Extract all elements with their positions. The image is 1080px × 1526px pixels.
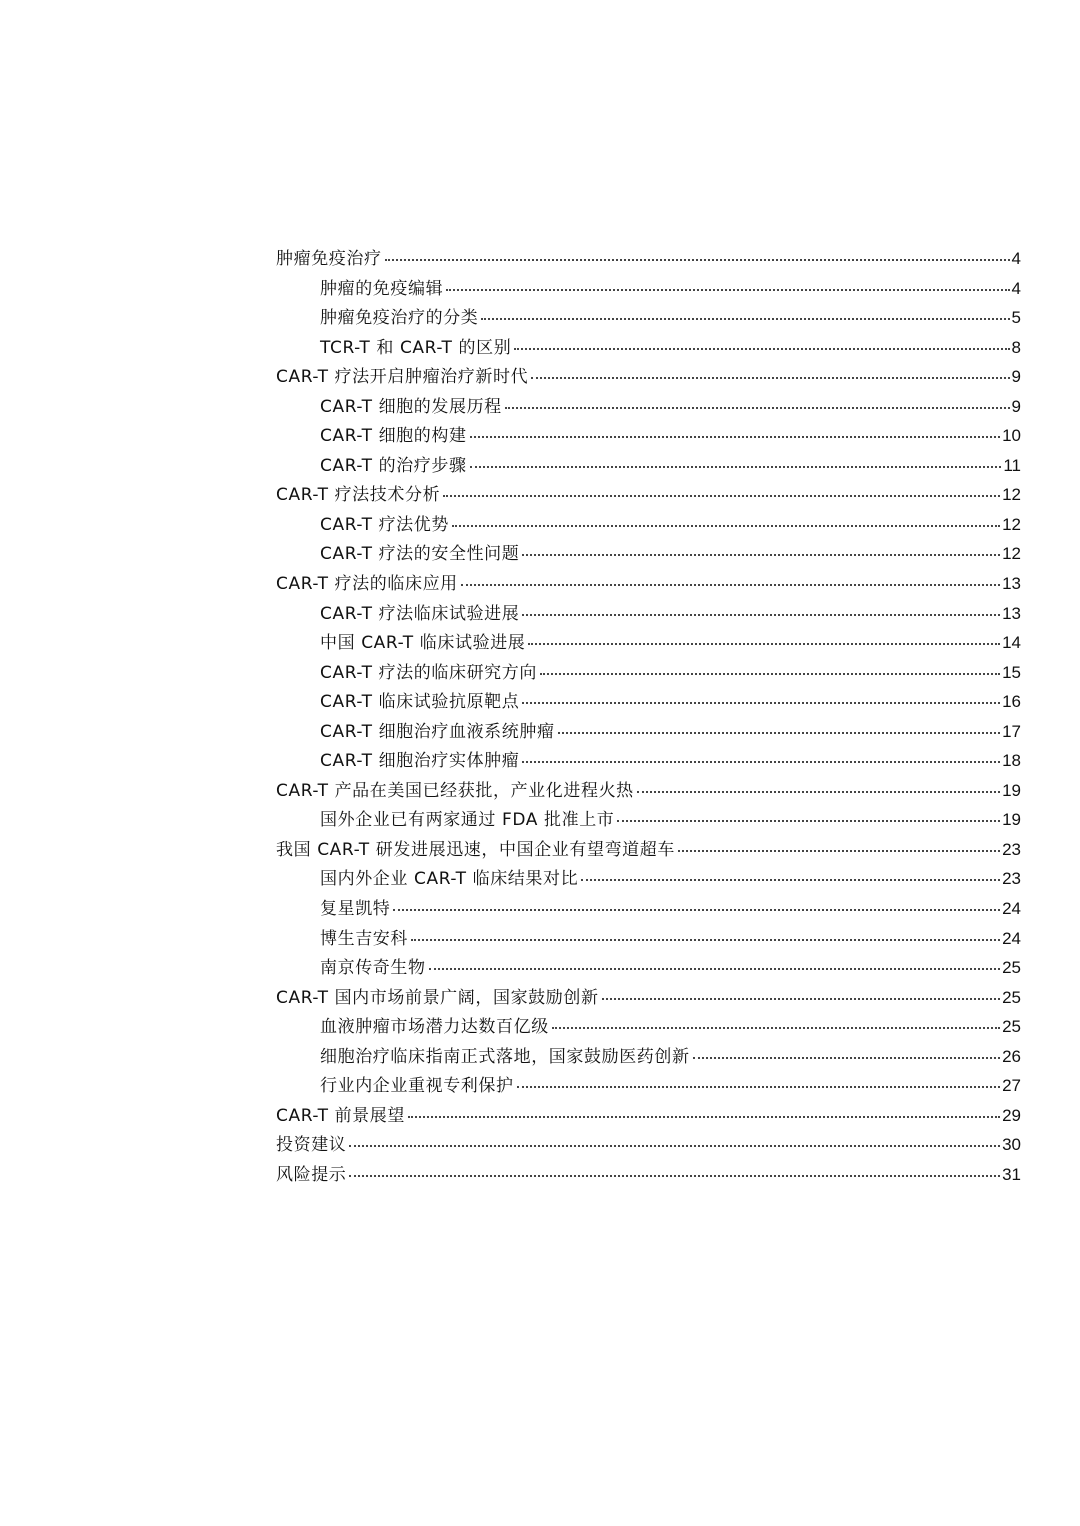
toc-entry-page-number: 26: [1002, 1046, 1021, 1066]
dot-leader: [522, 613, 1000, 616]
dot-leader: [505, 406, 1010, 409]
toc-entry-subsection[interactable]: [276, 421, 1021, 451]
toc-entry-subsection[interactable]: [276, 717, 1021, 747]
dot-leader: [411, 938, 1000, 941]
toc-entry-title: 肿瘤免疫治疗: [276, 249, 382, 269]
toc-entry-title: CAR-T 临床试验抗原靶点: [320, 692, 520, 713]
toc-entry-subsection[interactable]: [276, 303, 1021, 333]
toc-entry-subsection[interactable]: [276, 953, 1021, 983]
toc-entry-subsection[interactable]: [276, 658, 1021, 688]
toc-entry-title: TCR-T 和 CAR-T 的区别: [320, 337, 512, 358]
toc-entry-section[interactable]: [276, 569, 1021, 599]
toc-entry-title: 中国 CAR-T 临床试验进展: [320, 633, 526, 654]
dot-leader: [408, 1115, 1000, 1118]
toc-entry-title: CAR-T 疗法的安全性问题: [320, 544, 520, 565]
toc-entry-subsection[interactable]: [276, 392, 1021, 422]
toc-entry-page-number: 4: [1011, 249, 1021, 268]
toc-entry-title: 血液肿瘤市场潜力达数百亿级: [320, 1017, 549, 1038]
toc-entry-subsection[interactable]: [276, 1012, 1021, 1042]
toc-entry-subsection[interactable]: [276, 1042, 1021, 1072]
toc-entry-title: 肿瘤免疫治疗的分类: [320, 308, 479, 329]
dot-leader: [522, 760, 1000, 763]
toc-entry-subsection[interactable]: [276, 510, 1021, 540]
toc-entry-page-number: 9: [1011, 367, 1021, 387]
toc-entry-subsection[interactable]: [276, 628, 1021, 658]
dot-leader: [517, 1085, 1000, 1088]
toc-entry-section[interactable]: [276, 1160, 1021, 1190]
dot-leader: [693, 1056, 1000, 1059]
toc-entry-title: 南京传奇生物: [320, 958, 426, 979]
dot-leader: [385, 258, 1010, 261]
toc-entry-title: CAR-T 细胞治疗实体肿瘤: [320, 751, 520, 772]
toc-entry-title: CAR-T 疗法的临床应用: [276, 574, 458, 595]
toc-entry-title: CAR-T 疗法临床试验进展: [320, 603, 520, 624]
dot-leader: [540, 672, 1000, 675]
toc-entry-title: 细胞治疗临床指南正式落地，国家鼓励医药创新: [320, 1046, 690, 1067]
toc-entry-page-number: 16: [1002, 692, 1021, 712]
toc-entry-title: 我国 CAR-T 研发进展迅速，中国企业有望弯道超车: [276, 839, 675, 860]
toc-entry-page-number: 24: [1002, 928, 1021, 948]
toc-entry-title: CAR-T 产品在美国已经获批，产业化进程火热: [276, 780, 634, 801]
dot-leader: [531, 376, 1009, 379]
toc-entry-subsection[interactable]: [276, 894, 1021, 924]
toc-entry-page-number: 23: [1002, 839, 1021, 859]
toc-entry-title: CAR-T 疗法开启肿瘤治疗新时代: [276, 367, 529, 388]
toc-entry-page-number: 8: [1011, 337, 1021, 357]
dot-leader: [528, 642, 1000, 645]
toc-entry-title: 风险提示: [276, 1164, 347, 1185]
dot-leader: [446, 288, 1009, 291]
toc-entry-title: 行业内企业重视专利保护: [320, 1076, 514, 1097]
toc-entry-page-number: 25: [1002, 958, 1021, 978]
toc-entry-page-number: 13: [1002, 574, 1021, 594]
dot-leader: [581, 878, 1000, 881]
dot-leader: [452, 524, 1000, 527]
toc-entry-page-number: 29: [1002, 1105, 1021, 1125]
dot-leader: [522, 701, 1000, 704]
dot-leader: [522, 553, 1000, 556]
toc-entry-page-number: 11: [1003, 455, 1021, 475]
toc-entry-title: 博生吉安科: [320, 928, 408, 949]
toc-entry-page-number: 30: [1002, 1135, 1021, 1155]
toc-entry-subsection[interactable]: [276, 599, 1021, 629]
toc-entry-subsection[interactable]: [276, 1071, 1021, 1101]
toc-entry-section[interactable]: [276, 776, 1021, 806]
toc-entry-title: 国内外企业 CAR-T 临床结果对比: [320, 869, 579, 890]
toc-entry-page-number: 27: [1002, 1076, 1021, 1096]
toc-entry-page-number: 31: [1002, 1164, 1021, 1184]
toc-entry-page-number: 12: [1002, 544, 1021, 564]
toc-entry-section[interactable]: [276, 480, 1021, 510]
toc-entry-section[interactable]: [276, 835, 1021, 865]
toc-entry-subsection[interactable]: [276, 333, 1021, 363]
dot-leader: [602, 997, 1000, 1000]
toc-entry-page-number: 10: [1002, 426, 1021, 446]
toc-entry-subsection[interactable]: [276, 539, 1021, 569]
toc-entry-page-number: 13: [1002, 603, 1021, 623]
toc-entry-title: CAR-T 疗法的临床研究方向: [320, 662, 537, 683]
toc-entry-page-number: 25: [1002, 987, 1021, 1007]
toc-entry-page-number: 12: [1002, 485, 1021, 505]
toc-entry-title: CAR-T 疗法技术分析: [276, 485, 441, 506]
dot-leader: [514, 347, 1009, 350]
toc-entry-page-number: 4: [1011, 278, 1021, 298]
table-of-contents: [276, 244, 1021, 1190]
toc-entry-page-number: 5: [1011, 308, 1021, 328]
toc-entry-title: 肿瘤的免疫编辑: [320, 278, 444, 299]
toc-entry-title: 复星凯特: [320, 899, 391, 920]
toc-entry-title: CAR-T 国内市场前景广阔，国家鼓励创新: [276, 987, 599, 1008]
toc-entry-subsection[interactable]: [276, 687, 1021, 717]
dot-leader: [470, 465, 1002, 468]
toc-entry-title: CAR-T 细胞的发展历程: [320, 396, 502, 417]
toc-entry-page-number: 24: [1002, 899, 1021, 919]
toc-entry-page-number: 17: [1002, 721, 1021, 741]
toc-entry-page-number: 19: [1002, 810, 1021, 830]
dot-leader: [552, 1026, 1000, 1029]
toc-entry-page-number: 23: [1002, 869, 1021, 889]
toc-entry-title: CAR-T 的治疗步骤: [320, 455, 467, 476]
dot-leader: [558, 731, 1000, 734]
toc-entry-page-number: 19: [1002, 780, 1021, 800]
toc-entry-title: CAR-T 细胞治疗血液系统肿瘤: [320, 721, 555, 742]
dot-leader: [349, 1174, 1000, 1177]
dot-leader: [678, 849, 1000, 852]
dot-leader: [393, 908, 1000, 911]
toc-entry-title: CAR-T 疗法优势: [320, 514, 449, 535]
toc-entry-section[interactable]: [276, 1101, 1021, 1131]
dot-leader: [349, 1144, 1000, 1147]
dot-leader: [461, 583, 1000, 586]
toc-entry-page-number: 25: [1002, 1017, 1021, 1037]
toc-entry-title: CAR-T 细胞的构建: [320, 426, 467, 447]
dot-leader: [617, 819, 1000, 822]
toc-entry-section[interactable]: [276, 1130, 1021, 1160]
toc-entry-section[interactable]: [276, 244, 1021, 274]
toc-entry-page-number: 18: [1002, 751, 1021, 771]
dot-leader: [443, 494, 1000, 497]
toc-entry-section[interactable]: [276, 983, 1021, 1013]
toc-entry-title: 投资建议: [276, 1135, 347, 1156]
toc-entry-subsection[interactable]: [276, 805, 1021, 835]
toc-entry-subsection[interactable]: [276, 864, 1021, 894]
dot-leader: [429, 967, 1000, 970]
toc-entry-subsection[interactable]: [276, 451, 1021, 481]
toc-entry-subsection[interactable]: [276, 924, 1021, 954]
dot-leader: [481, 317, 1009, 320]
toc-entry-page-number: 9: [1011, 396, 1021, 416]
toc-entry-title: 国外企业已有两家通过 FDA 批准上市: [320, 810, 615, 831]
toc-entry-subsection[interactable]: [276, 274, 1021, 304]
toc-entry-title: CAR-T 前景展望: [276, 1105, 405, 1126]
toc-entry-page-number: 15: [1002, 662, 1021, 682]
dot-leader: [470, 435, 1000, 438]
toc-entry-page-number: 14: [1002, 633, 1021, 653]
toc-entry-subsection[interactable]: [276, 746, 1021, 776]
toc-entry-section[interactable]: [276, 362, 1021, 392]
dot-leader: [637, 790, 1000, 793]
toc-entry-page-number: 12: [1002, 514, 1021, 534]
